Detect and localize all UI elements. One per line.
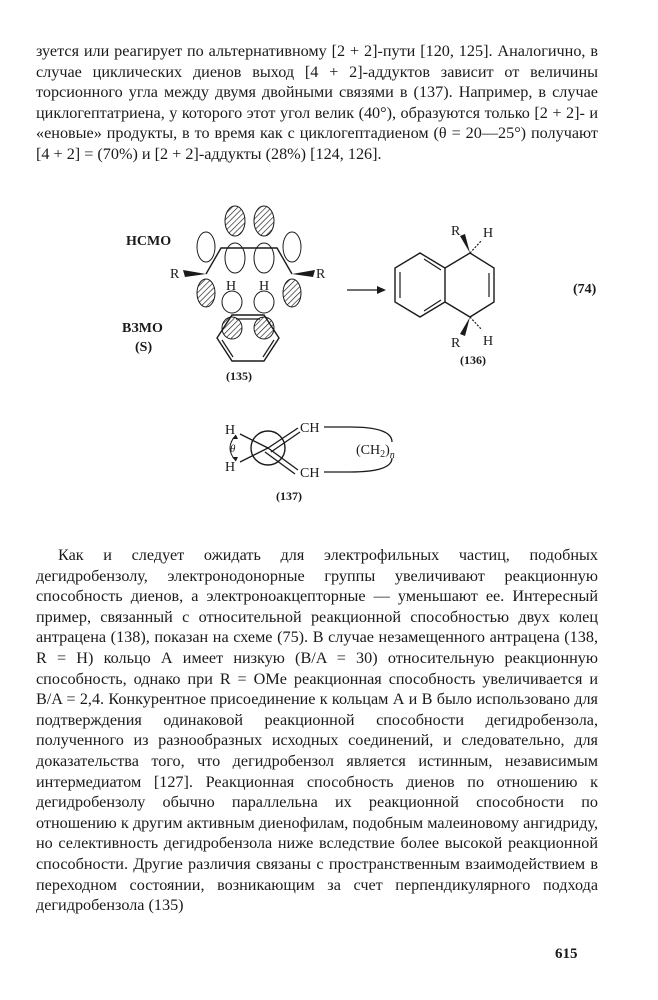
paragraph-top: зуется или реагирует по альтернативному [2 + 2]-пути [120, 125]. Аналогично, в случае циклических диенов выход [4 + 2]-аддуктов зависит от величины торсионного угла между двумя двойными связями в (137). Например, в случае циклогептатриена, у которого этот угол велик (40°), образуются только [2 + 2]- и «еновые» продукты, в то время как с циклогептадиеном (θ = 20—25°) получают [4 + 2] = (70%) и [2 + 2]-аддукты (28%) [124, 126]. [36,42,598,163]
group-ch-upper: CH [300,421,320,436]
paragraph-main: Как и следует ожидать для электрофильных частиц, подобных дегидробензолу, электронодонорные группы увеличивают реакционную способность диенов, а электроноакцепторные — уменьшают ее. Интересный пример, связанный с относительной реакционной способностью двух колец антрацена (138), показан на схеме (75). В случае незамещенного антрацена (138, R = H) кольцо А имеет низкую (B/A = 30) относительную реакционную способность, однако при R = OMe реакционная способность увеличивается и B/A = 2,4. Конкурентное присоединение к кольцам А и В было использовано для подтверждения одинаковой реакционной способности дегидробензола, полученного из разнообразных исходных соединений, и следовательно, для доказательства того, что дегидробензол является истинным, независимым интермедиатом [127]. Реакционная способность диенов по отношению к дегидробензолу обычно параллельна их реакционной способности по отношению к другим активным диенофилам, подобным малеиновому ангидриду, но селективность дегидробензола ниже вследствие более высокой реакционной способности. Другие различия связаны с пространственным взаимодействием в переходном состоянии, возникающим за счет перпендикулярного подхода дегидробензола (135) [36,546,598,915]
wedge-bond [460,234,470,253]
double-bond [268,448,298,470]
orbital-lobe [254,317,274,339]
vzmo-label: ВЗМО [122,321,163,336]
group-ch-lower: CH [300,466,320,481]
atom-r-top: R [451,224,461,239]
bicyclic-ring [445,253,494,317]
atom-h-right: H [259,279,270,294]
structure-137 [225,421,395,503]
compound-136-label: (136) [460,353,486,367]
page-number: 615 [555,946,578,962]
orbital-lobe [283,279,301,307]
wedge-bond [460,317,470,336]
benzene-ring [395,253,445,317]
diene-bond [206,248,292,274]
orbital-lobe [254,291,274,313]
hash-bond [470,240,482,253]
atom-h-upper: H [225,423,236,438]
atom-h-left: H [226,279,237,294]
orbital-lobe [222,317,242,339]
orbital-lobe [283,232,301,262]
compound-135-label: (135) [226,369,252,383]
orbital-lobe [222,291,242,313]
orbital-lobe [197,232,215,262]
atom-r-bottom: R [451,336,461,351]
bond [240,434,268,448]
bond [240,448,268,462]
double-bond [265,452,295,474]
hcmo-label: НСМО [126,234,172,249]
atom-r-right: R [316,267,326,282]
transition-state-135 [122,206,326,383]
wedge-bond [183,270,206,277]
theta-label: θ [230,443,236,455]
orbital-lobe [225,206,245,236]
atom-h-lower: H [225,460,236,475]
wedge-bond [292,270,315,277]
reaction-scheme [0,190,658,520]
orbital-lobe [254,206,274,236]
symmetry-label: (S) [135,340,153,355]
scheme-number: (74) [573,282,597,297]
atom-h-top: H [483,226,494,241]
atom-r-left: R [170,267,180,282]
ch2-group-label: $(CH_2)_n$ [356,443,395,461]
product-136 [395,224,494,367]
bond [350,427,392,442]
orbital-lobe [197,279,215,307]
hash-bond [470,317,482,330]
compound-137-label: (137) [276,489,302,503]
atom-h-bottom: H [483,334,494,349]
bond [350,458,392,472]
reaction-arrow [347,286,386,294]
